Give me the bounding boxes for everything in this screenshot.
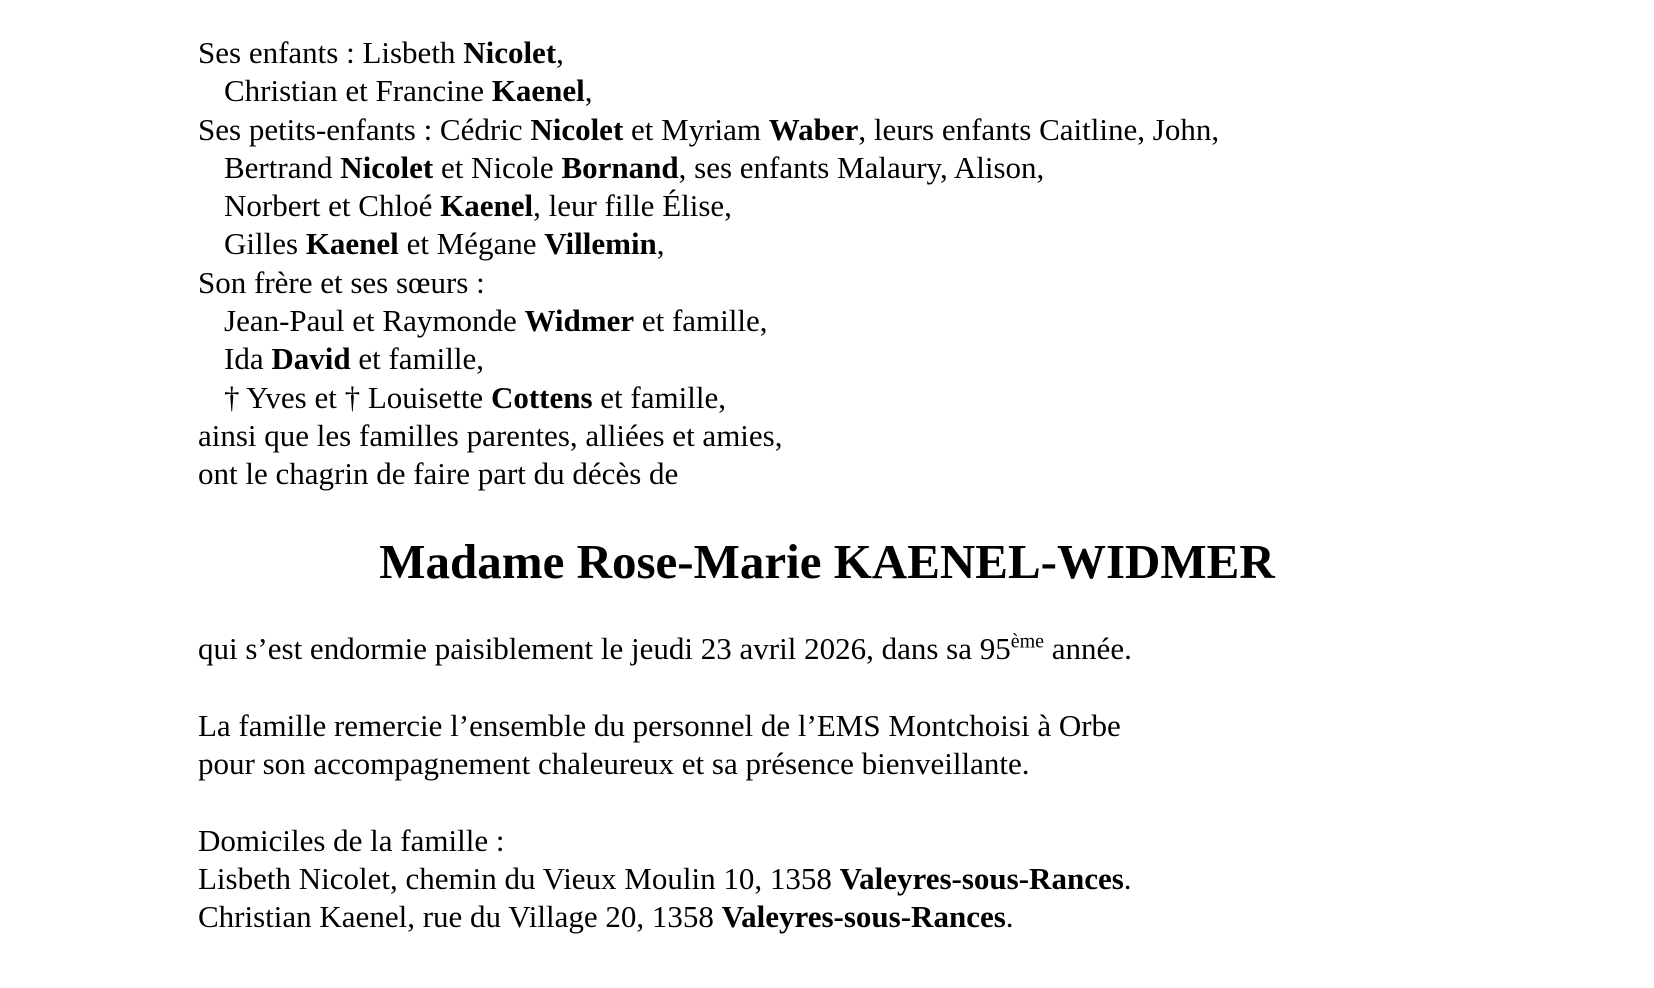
surname: Waber (768, 112, 859, 147)
surname: Nicolet (463, 35, 557, 70)
surname: Cottens (490, 380, 593, 415)
siblings-line-2 (224, 340, 484, 378)
address-line-1 (198, 860, 1132, 898)
address-town: Valeyres-sous-Rances (721, 899, 1006, 934)
surname: Bornand (561, 150, 679, 185)
surname: Nicolet (530, 112, 624, 147)
family-suffix: et famille, (592, 380, 726, 415)
surname: Widmer (524, 303, 635, 338)
given-names: † Yves et † Louisette (224, 380, 491, 415)
children-names: , ses enfants Malaury, Alison, (678, 150, 1045, 185)
grandchildren-line (198, 111, 1219, 149)
grandchildren-intro: Ses petits-enfants : Cédric (198, 112, 531, 147)
death-notice-text: qui s’est endormie paisiblement le jeudi 23 avril 2026, dans sa 95 (198, 631, 1011, 666)
children-names: , leurs enfants Caitline, John, (858, 112, 1220, 147)
family-suffix: et famille, (634, 303, 768, 338)
address-text: Lisbeth Nicolet, chemin du Vieux Moulin 10, 1358 (198, 861, 840, 896)
surname: Villemin (544, 226, 657, 261)
grandchildren-line-2 (224, 149, 1044, 187)
thanks-line-1: La famille remercie l’ensemble du personnel de l’EMS Montchoisi à Orbe (198, 708, 1121, 743)
closing-line-1: ainsi que les familles parentes, alliées et amies, (198, 418, 783, 453)
grandchildren-line-4 (224, 225, 665, 263)
address-town: Valeyres-sous-Rances (839, 861, 1124, 896)
ordinal-suffix: ème (1010, 630, 1045, 653)
given-names: Gilles (224, 226, 306, 261)
deceased-name: Madame Rose-Marie KAENEL-WIDMER (379, 534, 1275, 589)
punctuation: . (1123, 861, 1132, 896)
siblings-line-3 (224, 379, 726, 417)
given-names: Norbert et Chloé (224, 188, 441, 223)
given-names: Ida (224, 341, 272, 376)
given-names: et Mégane (398, 226, 545, 261)
death-notice (198, 630, 1132, 668)
siblings-line-1 (224, 302, 768, 340)
given-names: et Nicole (433, 150, 562, 185)
surname: Kaenel (440, 188, 534, 223)
given-names: Bertrand (224, 150, 341, 185)
given-names: et Myriam (623, 112, 769, 147)
thanks-line-2: pour son accompagnement chaleureux et sa présence bienveillante. (198, 746, 1030, 781)
children-names: , leur fille Élise, (533, 188, 732, 223)
punctuation: , (556, 35, 564, 70)
family-suffix: et famille, (350, 341, 485, 376)
closing-line-2: ont le chagrin de faire part du décès de (198, 456, 679, 491)
addresses-heading: Domiciles de la famille : (198, 823, 505, 858)
grandchildren-line-3 (224, 187, 732, 225)
children-line-2 (224, 72, 593, 110)
given-names: Jean-Paul et Raymonde (224, 303, 525, 338)
address-text: Christian Kaenel, rue du Village 20, 1358 (198, 899, 722, 934)
surname: Kaenel (305, 226, 399, 261)
punctuation: . (1005, 899, 1014, 934)
address-line-2 (198, 898, 1014, 936)
punctuation: , (584, 73, 593, 108)
given-names: Christian et Francine (224, 73, 492, 108)
surname: David (271, 341, 351, 376)
surname: Kaenel (491, 73, 585, 108)
death-notice-end: année. (1044, 631, 1132, 666)
children-intro: Ses enfants : Lisbeth (198, 35, 464, 70)
children-line (198, 34, 564, 72)
surname: Nicolet (340, 150, 434, 185)
punctuation: , (656, 226, 665, 261)
siblings-intro: Son frère et ses sœurs : (198, 265, 485, 300)
